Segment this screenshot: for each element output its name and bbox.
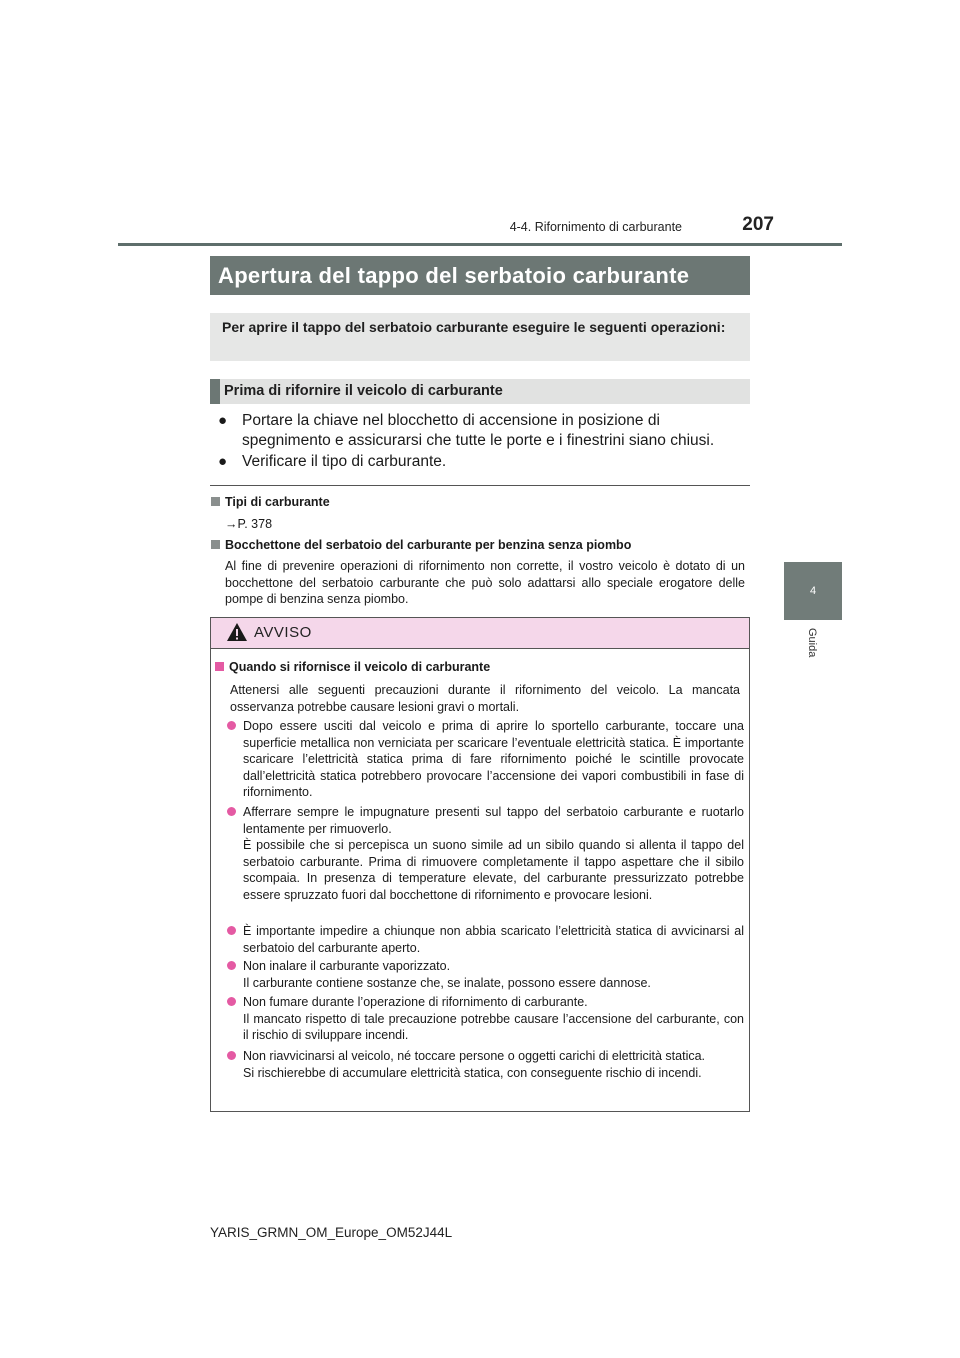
note-body: Al fine di prevenire operazioni di rifornimento non corrette, il vostro veicolo è dotato di un bocchettone del serbatoio carburante che può solo adattarsi allo speciale erogatore delle pompe di benzina senza piombo. xyxy=(225,559,745,606)
warning-box: AVVISO Quando si rifornisce il veicolo di carburante Attenersi alle seguenti precauzioni durante il rifornimento del veicolo. La mancata osservanza potrebbe causare lesioni gravi o mortali. Dopo essere usciti dal veicolo e prima di aprire lo sportello carburante, toccare una superficie metallica non verniciata per scaricare l’eventuale elettricità statica. È importante scaricare l’elettricità statica prima di fare rifornimento poiché le scintille provocate dall’elettricità statica potrebbero provocare l’accensione dei vapori combustibili in fase di rifornimento. Afferrare sempre le impugnature presenti sul tappo del serbatoio carburante e ruotarlo lentamente per rimuoverlo. È possibile che si percepisca un suono simile ad un sibilo quando si allenta il tappo del serbatoio carburante. Prima di rimuovere completamente il tappo aspettare che il sibilo scompaia. In presenza di temperature elevate, del carburante pressurizzato potrebbe essere spruzzato fuori dal bocchettone di rifornimento e provocare lesioni. È importante impedire a chiunque non abbia scaricato l’elettricità statica di avvicinarsi al serbatoio del carburante aperto. Non inalare il carburante vaporizzato. Il carburante contiene sostanze che, se inalate, possono essere dannose. Non fumare durante l’operazione di rifornimento di carburante. Il mancato rispetto di tale precauzione potrebbe causare l’accensione del carburante, con il rischio di sviluppare incendi. Non riavvicinarsi al veicolo, né toccare persone o oggetti carichi di elettricità statica. Si rischierebbe di accumulare elettricità statica, con conseguente rischio di incendi. xyxy=(210,617,750,1112)
chapter-tab-label: Guida xyxy=(806,628,818,658)
subsection-title: Prima di rifornire il veicolo di carburante xyxy=(210,379,750,404)
bullet-icon: ● xyxy=(218,453,228,470)
bullet-icon xyxy=(227,961,236,970)
header-rule xyxy=(118,243,842,246)
warning-header xyxy=(211,618,749,649)
footer-code: YARIS_GRMN_OM_Europe_OM52J44L xyxy=(210,1225,453,1240)
page-number: 207 xyxy=(742,214,774,235)
separator xyxy=(210,485,750,486)
note-heading: Bocchettone del serbatoio del carburante per benzina senza piombo xyxy=(211,538,631,552)
warning-intro: Attenersi alle seguenti precauzioni durante il rifornimento del veicolo. La mancata osservanza potrebbe causare lesioni gravi o mortali. xyxy=(230,683,740,714)
square-bullet-icon xyxy=(215,662,224,671)
bullet-icon xyxy=(227,721,236,730)
bullet-icon xyxy=(227,997,236,1006)
warning-triangle-icon xyxy=(226,622,248,642)
warning-label: AVVISO xyxy=(254,624,312,641)
step-item xyxy=(218,411,758,453)
bullet-icon xyxy=(227,807,236,816)
note-body: →P. 378 xyxy=(225,517,273,531)
square-bullet-icon xyxy=(211,540,220,549)
page-title: Apertura del tappo del serbatoio carburante xyxy=(210,256,750,295)
square-bullet-icon xyxy=(211,497,220,506)
step-text: Portare la chiave nel blocchetto di accensione in posizione di spegnimento e assicurarsi che tutte le porte e i finestrini siano chiusi. xyxy=(242,412,715,449)
chapter-tab: 4 xyxy=(784,562,842,620)
step-text: Verificare il tipo di carburante. xyxy=(242,453,447,470)
section-label: 4-4. Rifornimento di carburante xyxy=(509,220,682,234)
note-heading: Tipi di carburante xyxy=(211,495,330,509)
intro-box: Per aprire il tappo del serbatoio carburante eseguire le seguenti operazioni: xyxy=(210,313,750,361)
step-item xyxy=(218,452,758,474)
bullet-icon: ● xyxy=(218,412,228,429)
bullet-icon xyxy=(227,1051,236,1060)
bullet-icon xyxy=(227,926,236,935)
